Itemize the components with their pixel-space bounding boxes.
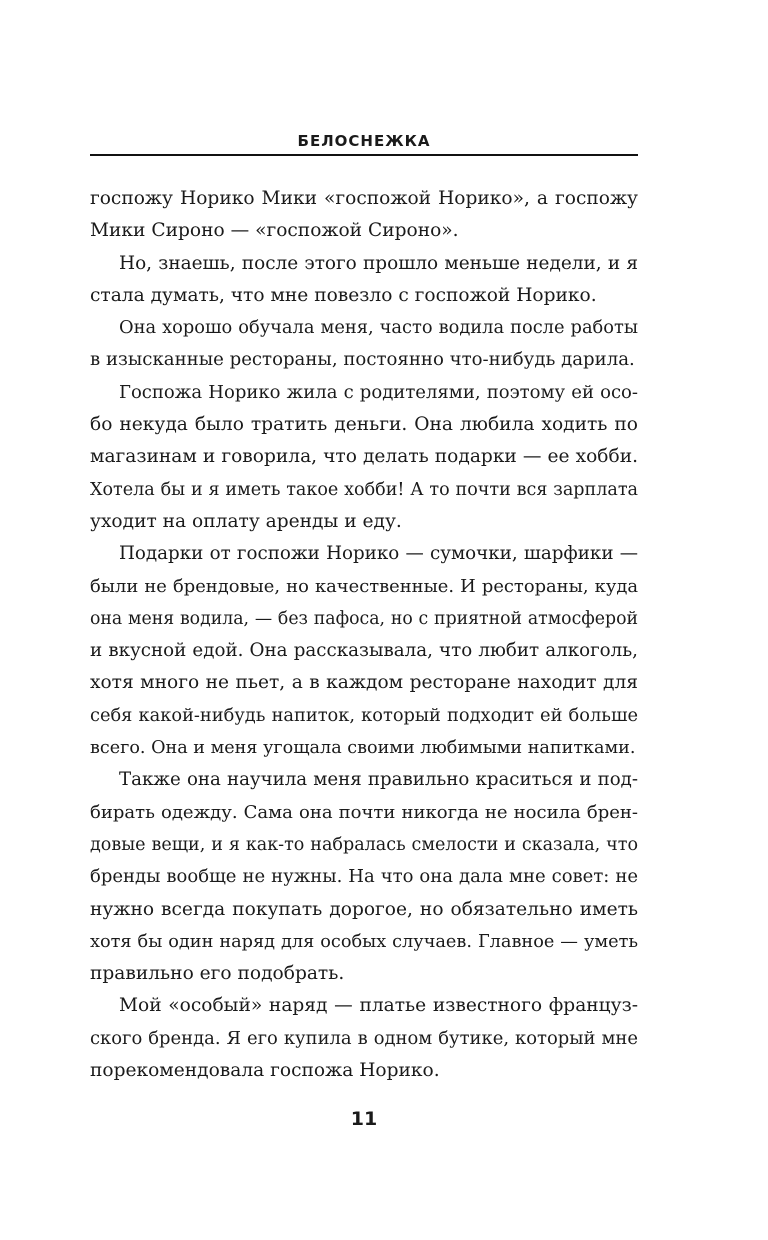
text-line: бо некуда было тратить деньги. Она любила ходить по xyxy=(90,414,638,436)
text-line: Также она научила меня правильно краситься и под- xyxy=(119,769,638,791)
text-line: Мики Сироно — «госпожой Сироно». xyxy=(90,220,459,242)
paragraph xyxy=(90,764,638,990)
paragraph xyxy=(90,312,638,377)
text-line: госпожу Норико Мики «госпожой Норико», а госпожу xyxy=(90,188,638,209)
paragraph xyxy=(90,183,638,248)
paragraph xyxy=(90,248,638,313)
text-line: она меня водила, — без пафоса, но с приятной атмосферой xyxy=(90,608,638,629)
text-line: Мой «особый» наряд — платье известного француз- xyxy=(119,995,638,1017)
paragraph xyxy=(90,538,638,764)
text-line: Подарки от госпожи Норико — сумочки, шарфики — xyxy=(119,543,638,565)
text-line: всего. Она и меня угощала своими любимыми напитками. xyxy=(90,738,636,759)
text-line: Но, знаешь, после этого прошло меньше недели, и я xyxy=(119,252,638,274)
paragraph xyxy=(90,990,638,1087)
text-line: довые вещи, и я как-то набралась смелости и сказала, что xyxy=(90,834,638,855)
text-line: магазинам и говорила, что делать подарки — ее хобби. xyxy=(90,446,638,468)
text-line: бирать одежду. Сама она почти никогда не носила брен- xyxy=(90,801,638,823)
text-line: уходит на оплату аренды и еду. xyxy=(90,510,402,532)
body-text xyxy=(90,183,638,1087)
text-line: Она хорошо обучала меня, часто водила после работы xyxy=(119,317,638,339)
text-line: себя какой-нибудь напиток, который подходит ей больше xyxy=(90,704,638,726)
text-line: Госпожа Норико жила с родителями, поэтому ей осо- xyxy=(119,381,638,403)
text-line: хотя бы один наряд для особых случаев. Главное — уметь xyxy=(90,931,638,952)
text-line: ского бренда. Я его купила в одном бутике, который мне xyxy=(90,1027,638,1049)
running-head-title: БЕЛОСНЕЖКА xyxy=(297,132,431,150)
header-rule xyxy=(90,154,638,156)
page-number: 11 xyxy=(350,1108,378,1130)
text-line: в изысканные рестораны, постоянно что-нибудь дарила. xyxy=(90,349,635,371)
text-line: нужно всегда покупать дорогое, но обязательно иметь xyxy=(90,898,638,920)
text-line: и вкусной едой. Она рассказывала, что любит алкоголь, xyxy=(90,640,638,662)
text-line: Хотела бы и я иметь такое хобби! А то почти вся зарплата xyxy=(90,479,638,500)
text-line: хотя много не пьет, а в каждом ресторане находит для xyxy=(90,672,638,694)
text-line: стала думать, что мне повезло с госпожой Норико. xyxy=(90,284,597,306)
paragraph xyxy=(90,377,638,538)
text-line: правильно его подобрать. xyxy=(90,963,345,985)
text-line: порекомендовала госпожа Норико. xyxy=(90,1060,440,1082)
text-line: были не брендовые, но качественные. И рестораны, куда xyxy=(90,575,638,597)
text-line: бренды вообще не нужны. На что она дала мне совет: не xyxy=(90,866,638,888)
